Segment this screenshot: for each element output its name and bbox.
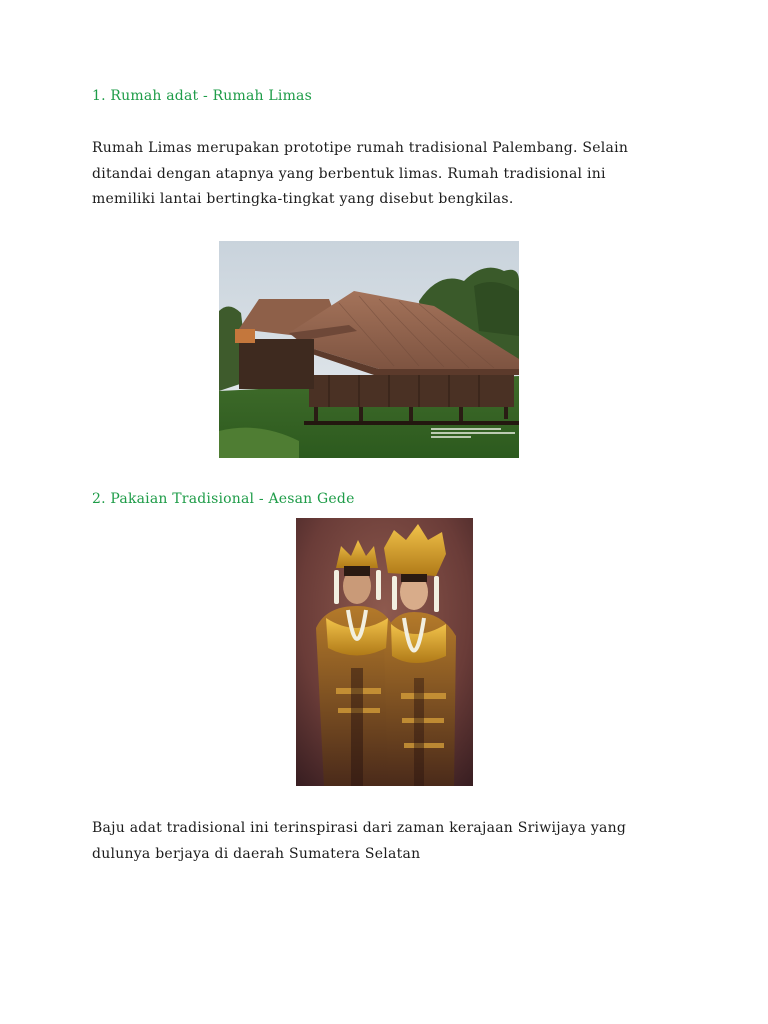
paragraph-line: Rumah Limas merupakan prototipe rumah tradisional Palembang. Selain [92,140,629,156]
paragraph-rumah-limas [92,136,692,213]
paragraph-line: dulunya berjaya di daerah Sumatera Selatan [92,845,421,862]
paragraph-aesan-gede [92,816,692,867]
paragraph-line: ditandai dengan atapnya yang berbentuk limas. Rumah tradisional ini [92,165,606,182]
rumah-limas-photo [219,241,519,458]
section-heading-pakaian-tradisional: 2. Pakaian Tradisional - Aesan Gede [92,491,355,507]
paragraph-line: memiliki lantai bertingka-tingkat yang disebut bengkilas. [92,191,514,207]
paragraph-line: Baju adat tradisional ini terinspirasi dari zaman kerajaan Sriwijaya yang [92,820,627,836]
section-heading-rumah-adat: 1. Rumah adat - Rumah Limas [92,88,312,104]
aesan-gede-photo [296,518,473,786]
